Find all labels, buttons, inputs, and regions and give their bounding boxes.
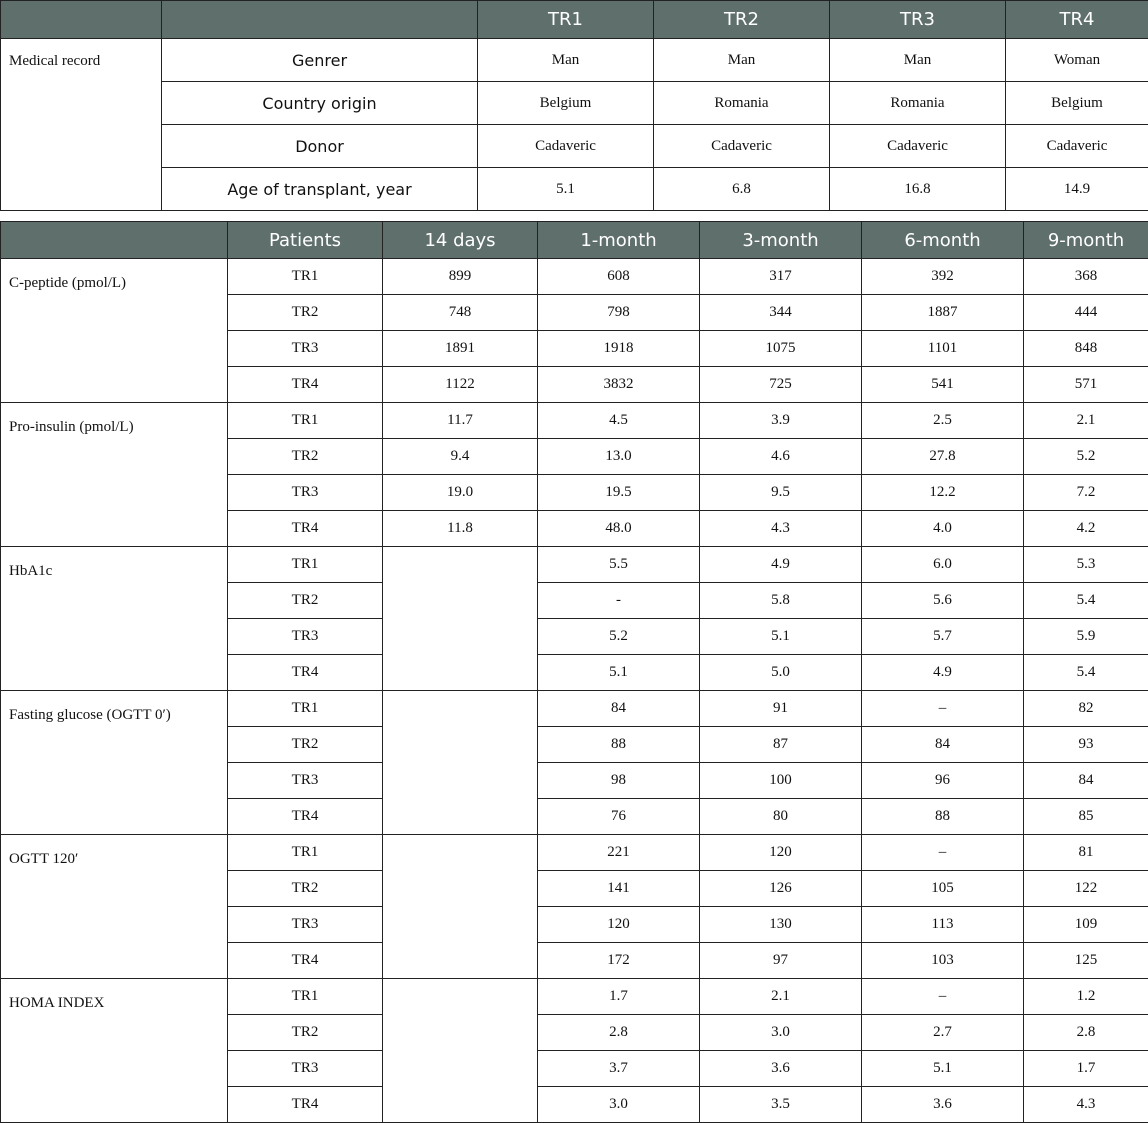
empty-14-days-cell (383, 835, 538, 979)
medical-value-cell: 14.9 (1006, 168, 1148, 211)
measure-value-cell: 5.4 (1024, 583, 1148, 619)
header-blank-1 (1, 1, 162, 39)
measure-value-cell: 6.0 (862, 547, 1024, 583)
measure-value-cell: 76 (538, 799, 700, 835)
medical-value-cell: Man (478, 39, 654, 82)
measure-value-cell: 7.2 (1024, 475, 1148, 511)
medical-value-cell: Cadaveric (478, 125, 654, 168)
measure-value-cell: 444 (1024, 295, 1148, 331)
measures-header-1-month: 1-month (538, 222, 700, 259)
measure-value-cell: 87 (700, 727, 862, 763)
medical-record-table (0, 0, 1148, 211)
measure-value-cell: 141 (538, 871, 700, 907)
measure-value-cell: 1122 (383, 367, 538, 403)
measure-value-cell: 120 (700, 835, 862, 871)
measure-value-cell: 4.3 (1024, 1087, 1148, 1123)
patient-cell: TR4 (228, 367, 383, 403)
measure-row (1, 403, 1148, 439)
measures-header-9-month: 9-month (1024, 222, 1148, 259)
measure-value-cell: 93 (1024, 727, 1148, 763)
measure-value-cell: 130 (700, 907, 862, 943)
measure-value-cell: 899 (383, 259, 538, 295)
measures-header-blank (1, 222, 228, 259)
measure-value-cell: 84 (862, 727, 1024, 763)
medical-value-cell: Romania (830, 82, 1006, 125)
measure-value-cell: 1887 (862, 295, 1024, 331)
measure-value-cell: 2.5 (862, 403, 1024, 439)
measure-value-cell: 125 (1024, 943, 1148, 979)
measure-value-cell: 9.4 (383, 439, 538, 475)
measures-header-14-days: 14 days (383, 222, 538, 259)
patient-cell: TR1 (228, 691, 383, 727)
measure-value-cell: 113 (862, 907, 1024, 943)
medical-value-cell: Belgium (478, 82, 654, 125)
measure-value-cell: 1.7 (1024, 1051, 1148, 1087)
measure-value-cell: 2.8 (538, 1015, 700, 1051)
empty-14-days-cell (383, 691, 538, 835)
measure-value-cell: 27.8 (862, 439, 1024, 475)
header-tr1: TR1 (478, 1, 654, 39)
medical-row-label: Age of transplant, year (162, 168, 478, 211)
measure-value-cell: 11.7 (383, 403, 538, 439)
medical-row (1, 168, 1148, 211)
measure-value-cell: 3.0 (538, 1087, 700, 1123)
measures-header-3-month: 3-month (700, 222, 862, 259)
measure-value-cell: 81 (1024, 835, 1148, 871)
measure-value-cell: 1891 (383, 331, 538, 367)
measure-group-label: HOMA INDEX (1, 979, 228, 1123)
measure-value-cell: 11.8 (383, 511, 538, 547)
patient-cell: TR2 (228, 727, 383, 763)
measure-value-cell: 5.2 (538, 619, 700, 655)
measure-value-cell: 5.4 (1024, 655, 1148, 691)
measure-value-cell: 97 (700, 943, 862, 979)
measure-value-cell: 82 (1024, 691, 1148, 727)
measure-group-label: Pro-insulin (pmol/L) (1, 403, 228, 547)
medical-value-cell: 16.8 (830, 168, 1006, 211)
measure-value-cell: 126 (700, 871, 862, 907)
measure-value-cell: 5.2 (1024, 439, 1148, 475)
measure-value-cell: 4.2 (1024, 511, 1148, 547)
empty-14-days-cell (383, 979, 538, 1123)
medical-value-cell: Woman (1006, 39, 1148, 82)
measure-value-cell: 571 (1024, 367, 1148, 403)
measures-header-6-month: 6-month (862, 222, 1024, 259)
measure-value-cell: 5.3 (1024, 547, 1148, 583)
measures-header-patients: Patients (228, 222, 383, 259)
measure-value-cell: 3.6 (700, 1051, 862, 1087)
measure-value-cell: 3832 (538, 367, 700, 403)
header-blank-2 (162, 1, 478, 39)
measure-value-cell: 5.1 (538, 655, 700, 691)
measure-value-cell: 96 (862, 763, 1024, 799)
measure-group-label: C-peptide (pmol/L) (1, 259, 228, 403)
measure-value-cell: 19.5 (538, 475, 700, 511)
measure-value-cell: 5.1 (862, 1051, 1024, 1087)
patient-cell: TR3 (228, 1051, 383, 1087)
medical-value-cell: Cadaveric (1006, 125, 1148, 168)
measure-value-cell: 1101 (862, 331, 1024, 367)
measure-row (1, 691, 1148, 727)
measure-value-cell: 12.2 (862, 475, 1024, 511)
measure-value-cell: 344 (700, 295, 862, 331)
patient-cell: TR4 (228, 943, 383, 979)
header-tr2: TR2 (654, 1, 830, 39)
measure-value-cell: 1918 (538, 331, 700, 367)
measure-value-cell: 798 (538, 295, 700, 331)
medical-value-cell: 5.1 (478, 168, 654, 211)
measure-group-label: OGTT 120′ (1, 835, 228, 979)
medical-row-label: Country origin (162, 82, 478, 125)
medical-row (1, 39, 1148, 82)
medical-value-cell: 6.8 (654, 168, 830, 211)
measure-value-cell: 98 (538, 763, 700, 799)
medical-value-cell: Cadaveric (830, 125, 1006, 168)
measure-value-cell: 5.5 (538, 547, 700, 583)
measure-value-cell: 88 (538, 727, 700, 763)
measure-value-cell: 105 (862, 871, 1024, 907)
patient-cell: TR1 (228, 259, 383, 295)
patient-cell: TR2 (228, 1015, 383, 1051)
measure-value-cell: 2.7 (862, 1015, 1024, 1051)
medical-row (1, 125, 1148, 168)
measure-row (1, 979, 1148, 1015)
empty-14-days-cell (383, 547, 538, 691)
patient-cell: TR2 (228, 295, 383, 331)
medical-value-cell: Man (654, 39, 830, 82)
medical-value-cell: Romania (654, 82, 830, 125)
measure-value-cell: 19.0 (383, 475, 538, 511)
measure-value-cell: 2.8 (1024, 1015, 1148, 1051)
patient-cell: TR2 (228, 871, 383, 907)
measure-value-cell: 221 (538, 835, 700, 871)
measure-value-cell: - (538, 583, 700, 619)
measure-value-cell: 4.9 (700, 547, 862, 583)
measure-value-cell: 85 (1024, 799, 1148, 835)
measure-value-cell: 392 (862, 259, 1024, 295)
measure-value-cell: 4.6 (700, 439, 862, 475)
patient-cell: TR3 (228, 619, 383, 655)
measure-value-cell: 725 (700, 367, 862, 403)
measure-group-label: Fasting glucose (OGTT 0′) (1, 691, 228, 835)
patient-cell: TR2 (228, 439, 383, 475)
measure-value-cell: 5.1 (700, 619, 862, 655)
header-tr4: TR4 (1006, 1, 1148, 39)
patient-cell: TR1 (228, 979, 383, 1015)
measure-value-cell: 1075 (700, 331, 862, 367)
measure-value-cell: 84 (538, 691, 700, 727)
measure-row (1, 835, 1148, 871)
medical-value-cell: Cadaveric (654, 125, 830, 168)
measure-value-cell: 2.1 (700, 979, 862, 1015)
medical-header-row (1, 1, 1148, 39)
measure-value-cell: 5.9 (1024, 619, 1148, 655)
measure-value-cell: – (862, 835, 1024, 871)
measure-value-cell: 4.5 (538, 403, 700, 439)
measure-value-cell: – (862, 691, 1024, 727)
measure-value-cell: 120 (538, 907, 700, 943)
measure-value-cell: 122 (1024, 871, 1148, 907)
measure-value-cell: 5.8 (700, 583, 862, 619)
measure-value-cell: 13.0 (538, 439, 700, 475)
measure-value-cell: 3.9 (700, 403, 862, 439)
measure-value-cell: 3.6 (862, 1087, 1024, 1123)
patient-cell: TR4 (228, 655, 383, 691)
medical-row (1, 82, 1148, 125)
patient-cell: TR1 (228, 547, 383, 583)
patient-cell: TR2 (228, 583, 383, 619)
measure-value-cell: 103 (862, 943, 1024, 979)
patient-cell: TR1 (228, 835, 383, 871)
measure-value-cell: 2.1 (1024, 403, 1148, 439)
patient-cell: TR3 (228, 907, 383, 943)
measure-row (1, 547, 1148, 583)
medical-value-cell: Man (830, 39, 1006, 82)
measure-value-cell: 80 (700, 799, 862, 835)
patient-cell: TR3 (228, 763, 383, 799)
header-tr3: TR3 (830, 1, 1006, 39)
measure-value-cell: – (862, 979, 1024, 1015)
measure-value-cell: 541 (862, 367, 1024, 403)
measure-value-cell: 48.0 (538, 511, 700, 547)
measure-value-cell: 1.7 (538, 979, 700, 1015)
medical-row-label: Donor (162, 125, 478, 168)
measure-value-cell: 5.0 (700, 655, 862, 691)
measure-value-cell: 84 (1024, 763, 1148, 799)
measure-value-cell: 88 (862, 799, 1024, 835)
medical-value-cell: Belgium (1006, 82, 1148, 125)
measure-value-cell: 4.9 (862, 655, 1024, 691)
measurements-table (0, 221, 1148, 1123)
measure-value-cell: 91 (700, 691, 862, 727)
measure-value-cell: 317 (700, 259, 862, 295)
patient-cell: TR3 (228, 331, 383, 367)
patient-cell: TR4 (228, 511, 383, 547)
measure-value-cell: 172 (538, 943, 700, 979)
measure-value-cell: 608 (538, 259, 700, 295)
measures-header-row (1, 222, 1148, 259)
measure-value-cell: 1.2 (1024, 979, 1148, 1015)
measure-value-cell: 3.0 (700, 1015, 862, 1051)
measure-group-label: HbA1c (1, 547, 228, 691)
measure-value-cell: 3.7 (538, 1051, 700, 1087)
measure-value-cell: 848 (1024, 331, 1148, 367)
patient-cell: TR4 (228, 799, 383, 835)
measure-value-cell: 100 (700, 763, 862, 799)
medical-record-label: Medical record (1, 39, 162, 211)
patient-cell: TR1 (228, 403, 383, 439)
measure-value-cell: 368 (1024, 259, 1148, 295)
measure-value-cell: 109 (1024, 907, 1148, 943)
measure-value-cell: 9.5 (700, 475, 862, 511)
measure-value-cell: 4.3 (700, 511, 862, 547)
patient-cell: TR3 (228, 475, 383, 511)
measure-value-cell: 3.5 (700, 1087, 862, 1123)
medical-row-label: Genrer (162, 39, 478, 82)
measure-row (1, 259, 1148, 295)
measure-value-cell: 5.7 (862, 619, 1024, 655)
measure-value-cell: 748 (383, 295, 538, 331)
measure-value-cell: 5.6 (862, 583, 1024, 619)
measure-value-cell: 4.0 (862, 511, 1024, 547)
patient-cell: TR4 (228, 1087, 383, 1123)
